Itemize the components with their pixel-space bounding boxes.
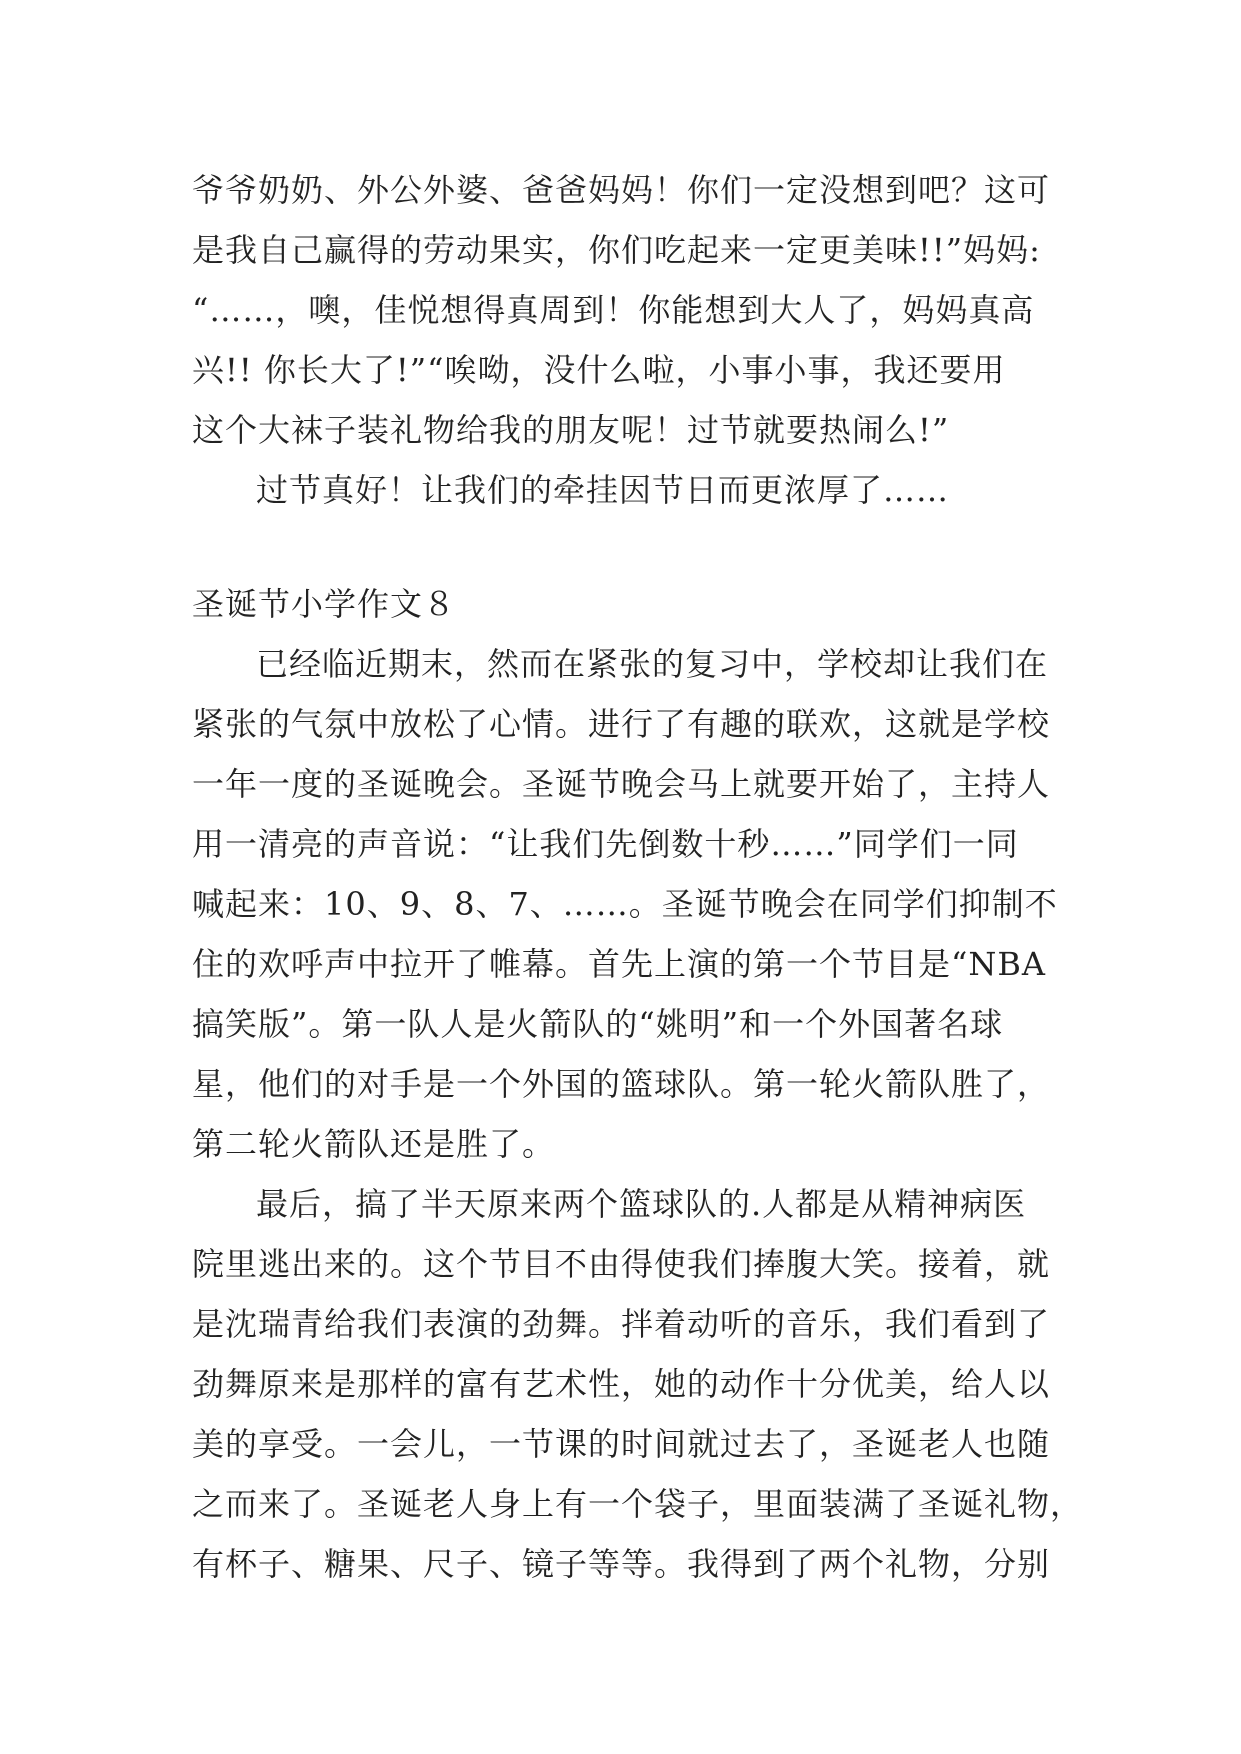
text-line: 有杯子、糖果、尺子、镜子等等。我得到了两个礼物，分别 [192, 1545, 1051, 1583]
text-line: 喊起来：10、9、8、7、……。圣诞节晚会在同学们抑制不 [192, 885, 1058, 923]
paragraph-2 [192, 1174, 1084, 1594]
text-line: “……，噢，佳悦想得真周到！你能想到大人了，妈妈真高 [192, 291, 1035, 329]
paragraph-1 [192, 634, 1062, 1174]
text-line: 院里逃出来的。这个节目不由得使我们捧腹大笑。接着，就 [192, 1245, 1051, 1283]
text-line: 搞笑版”。第一队人是火箭队的“姚明”和一个外国著名球 [192, 1005, 1004, 1043]
section-title: 圣诞节小学作文８ [192, 585, 457, 623]
text-line: 之而来了。圣诞老人身上有一个袋子，里面装满了圣诞礼物， [192, 1485, 1084, 1523]
text-line: 是我自己赢得的劳动果实，你们吃起来一定更美味!!”妈妈: [192, 231, 1041, 269]
text-line: 美的享受。一会儿，一节课的时间就过去了，圣诞老人也随 [192, 1425, 1051, 1463]
text-line: 紧张的气氛中放松了心情。进行了有趣的联欢，这就是学校 [192, 705, 1051, 743]
text-line: 一年一度的圣诞晚会。圣诞节晚会马上就要开始了，主持人 [192, 765, 1051, 803]
text-line: 爷爷奶奶、外公外婆、爸爸妈妈！你们一定没想到吧？这可 [192, 171, 1051, 209]
text-line: 星，他们的对手是一个外国的篮球队。第一轮火箭队胜了， [192, 1065, 1051, 1103]
continuation-paragraph [192, 160, 1062, 460]
text-line: 这个大袜子装礼物给我的朋友呢！过节就要热闹么!” [192, 411, 950, 449]
text-line: 是沈瑞青给我们表演的劲舞。拌着动听的音乐，我们看到了 [192, 1305, 1051, 1343]
text-line: 最后，搞了半天原来两个篮球队的.人都是从精神病医 [256, 1185, 1027, 1223]
document-body [192, 160, 1084, 1594]
text-line: 第二轮火箭队还是胜了。 [192, 1125, 556, 1163]
text-line: 兴!! 你长大了!”“唉呦，没什么啦，小事小事，我还要用 [192, 351, 1006, 389]
text-line: 劲舞原来是那样的富有艺术性，她的动作十分优美，给人以 [192, 1365, 1051, 1403]
closing-line: 过节真好！让我们的牵挂因节日而更浓厚了…… [256, 471, 950, 509]
text-line: 已经临近期末，然而在紧张的复习中，学校却让我们在 [256, 645, 1049, 683]
text-line: 用一清亮的声音说：“让我们先倒数十秒……”同学们一同 [192, 825, 1019, 863]
text-line: 住的欢呼声中拉开了帷幕。首先上演的第一个节目是“NBA [192, 945, 1046, 983]
